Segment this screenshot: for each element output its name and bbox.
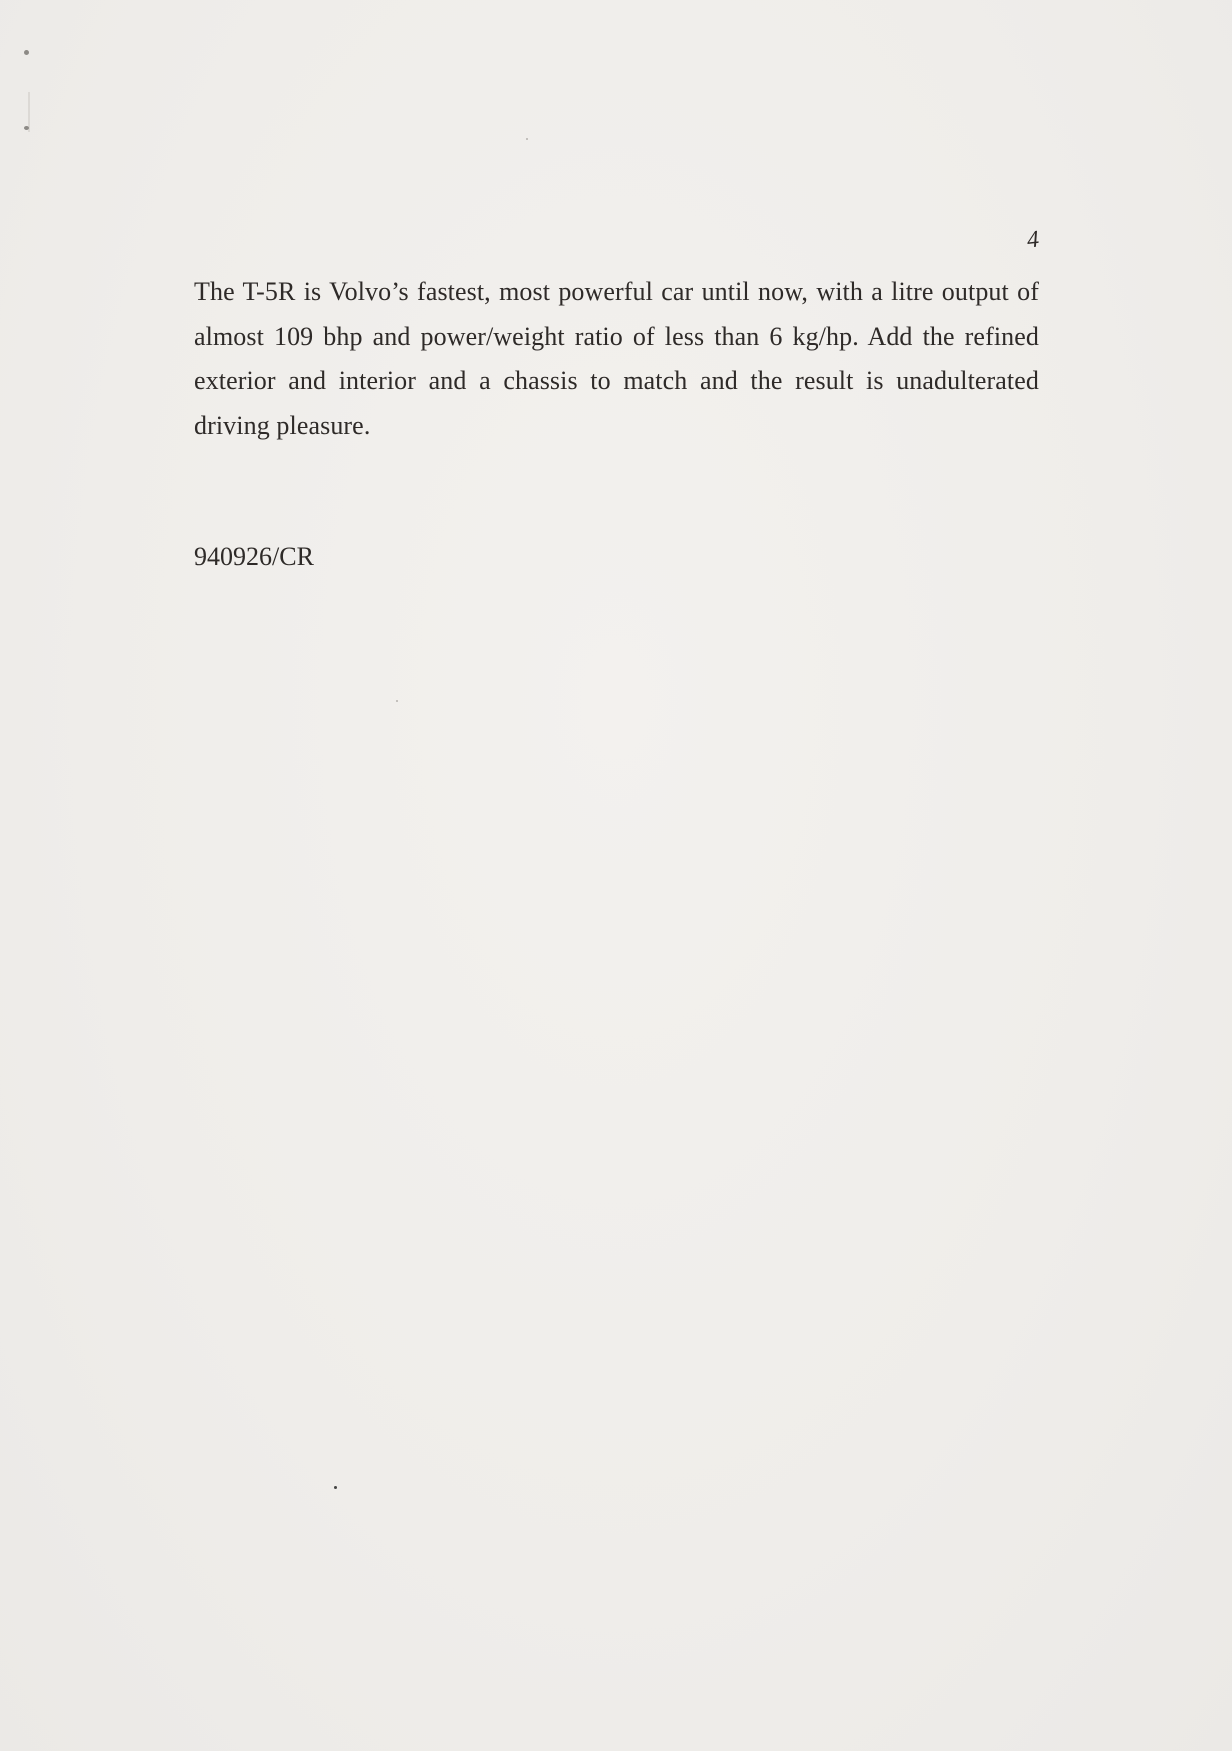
paper-speck [334,1486,337,1489]
paper-speck [526,138,528,140]
reference-code: 940926/CR [194,542,314,571]
page-number: 4 [1025,226,1041,254]
paper-speck [24,126,29,130]
paper-speck [396,700,398,702]
paper-speck [24,50,29,55]
body-paragraph: The T-5R is Volvo’s fastest, most powerful car until now, with a litre output of almost 109 bhp and power/weight ratio of less than 6 kg/hp. Add the refined exterior and interior and a chassis to match and the result is unadulterated driving pleasure. [194,277,1039,440]
